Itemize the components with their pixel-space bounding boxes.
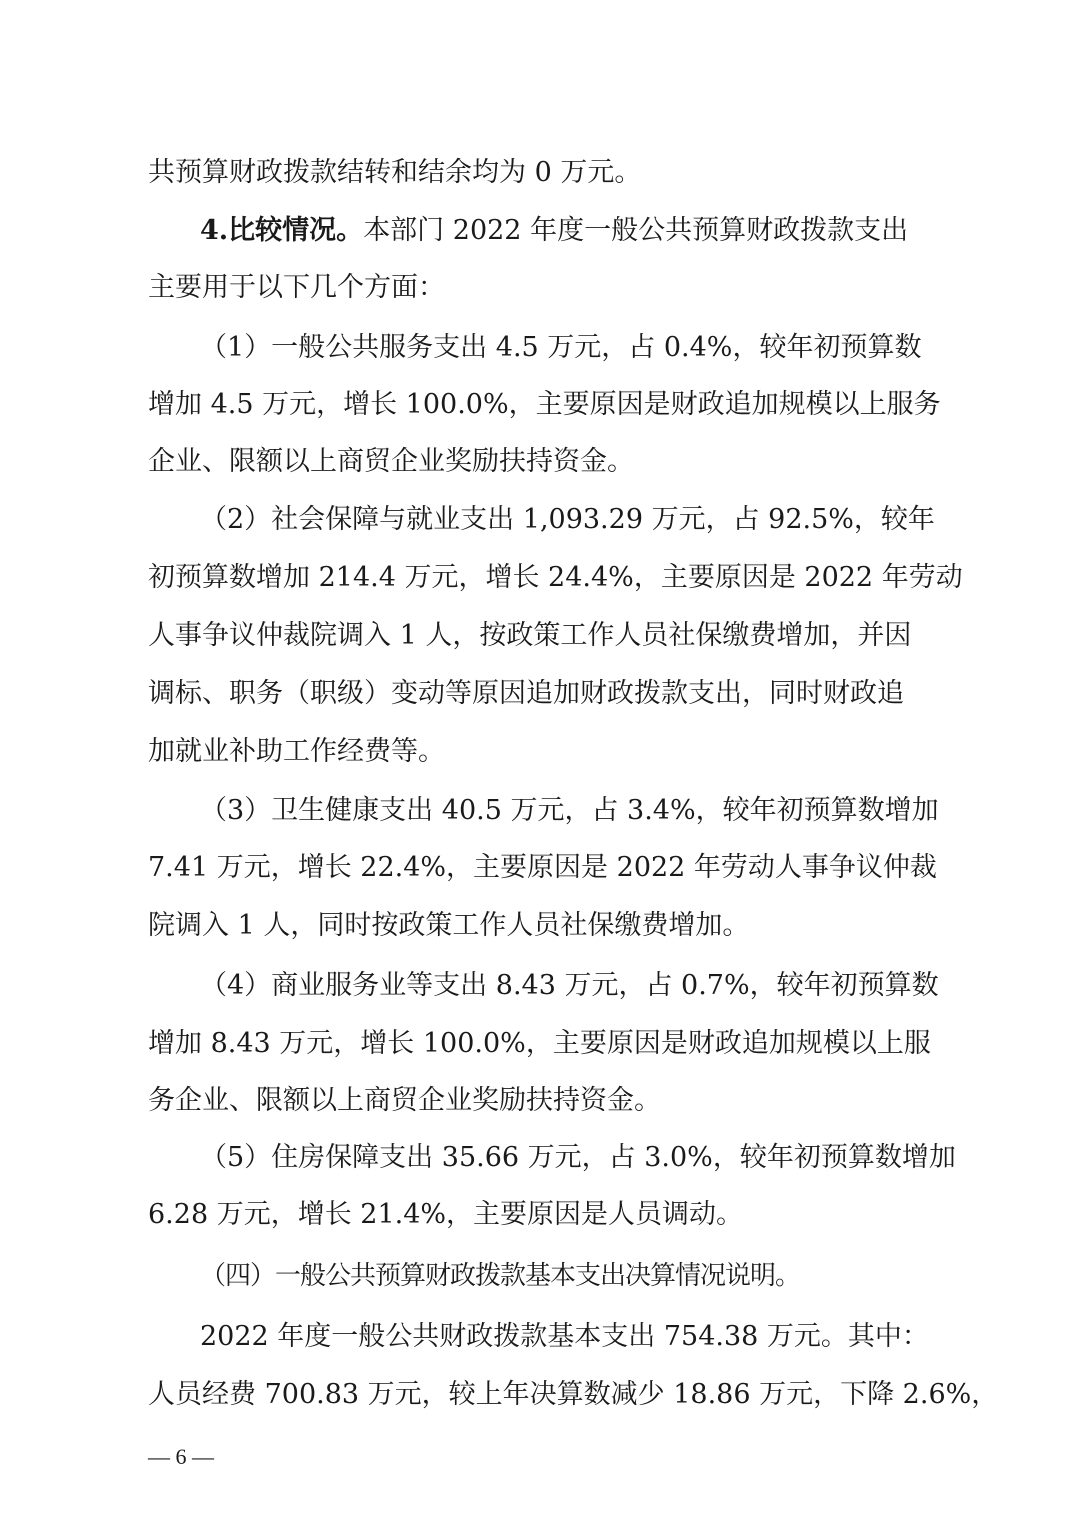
text-line: （1）一般公共服务支出 4.5 万元，占 0.4%，较年初预算数 [200, 332, 922, 363]
section-heading: （四）一般公共预算财政拨款基本支出决算情况说明。 [200, 1261, 801, 1291]
text-line: 务企业、限额以上商贸企业奖励扶持资金。 [148, 1085, 661, 1116]
text-line: 增加 8.43 万元，增长 100.0%，主要原因是财政追加规模以上服 [148, 1028, 931, 1059]
text-line: 加就业补助工作经费等。 [148, 736, 445, 767]
text-line: 人事争议仲裁院调入 1 人，按政策工作人员社保缴费增加，并因 [148, 620, 912, 651]
text-line: （5）住房保障支出 35.66 万元，占 3.0%，较年初预算数增加 [200, 1142, 956, 1173]
text-line: 初预算数增加 214.4 万元，增长 24.4%，主要原因是 2022 年劳动 [148, 562, 963, 593]
text-line: （4）商业服务业等支出 8.43 万元，占 0.7%，较年初预算数 [200, 970, 939, 1001]
text-line: 主要用于以下几个方面： [148, 272, 445, 303]
page-number: — 6 — [148, 1444, 214, 1469]
text-line: 共预算财政拨款结转和结余均为 0 万元。 [148, 157, 642, 188]
text-line: 7.41 万元，增长 22.4%，主要原因是 2022 年劳动人事争议仲裁 [148, 852, 937, 883]
text-line: 调标、职务（职级）变动等原因追加财政拨款支出，同时财政追 [148, 678, 904, 709]
text-line: （2）社会保障与就业支出 1,093.29 万元，占 92.5%，较年 [200, 504, 935, 535]
section-4-text: 本部门 2022 年度一般公共预算财政拨款支出 [363, 215, 909, 246]
text-line: （3）卫生健康支出 40.5 万元，占 3.4%，较年初预算数增加 [200, 795, 939, 826]
text-line: 院调入 1 人，同时按政策工作人员社保缴费增加。 [148, 910, 750, 941]
section-4-line [200, 216, 908, 246]
text-line: 人员经费 700.83 万元，较上年决算数减少 18.86 万元，下降 2.6%， [148, 1379, 999, 1410]
text-line: 2022 年度一般公共财政拨款基本支出 754.38 万元。其中： [200, 1321, 929, 1352]
text-line: 6.28 万元，增长 21.4%，主要原因是人员调动。 [148, 1199, 744, 1230]
text-line: 企业、限额以上商贸企业奖励扶持资金。 [148, 446, 634, 477]
section-4-title: 4.比较情况。 [200, 215, 364, 246]
text-line: 增加 4.5 万元，增长 100.0%，主要原因是财政追加规模以上服务 [148, 389, 941, 420]
